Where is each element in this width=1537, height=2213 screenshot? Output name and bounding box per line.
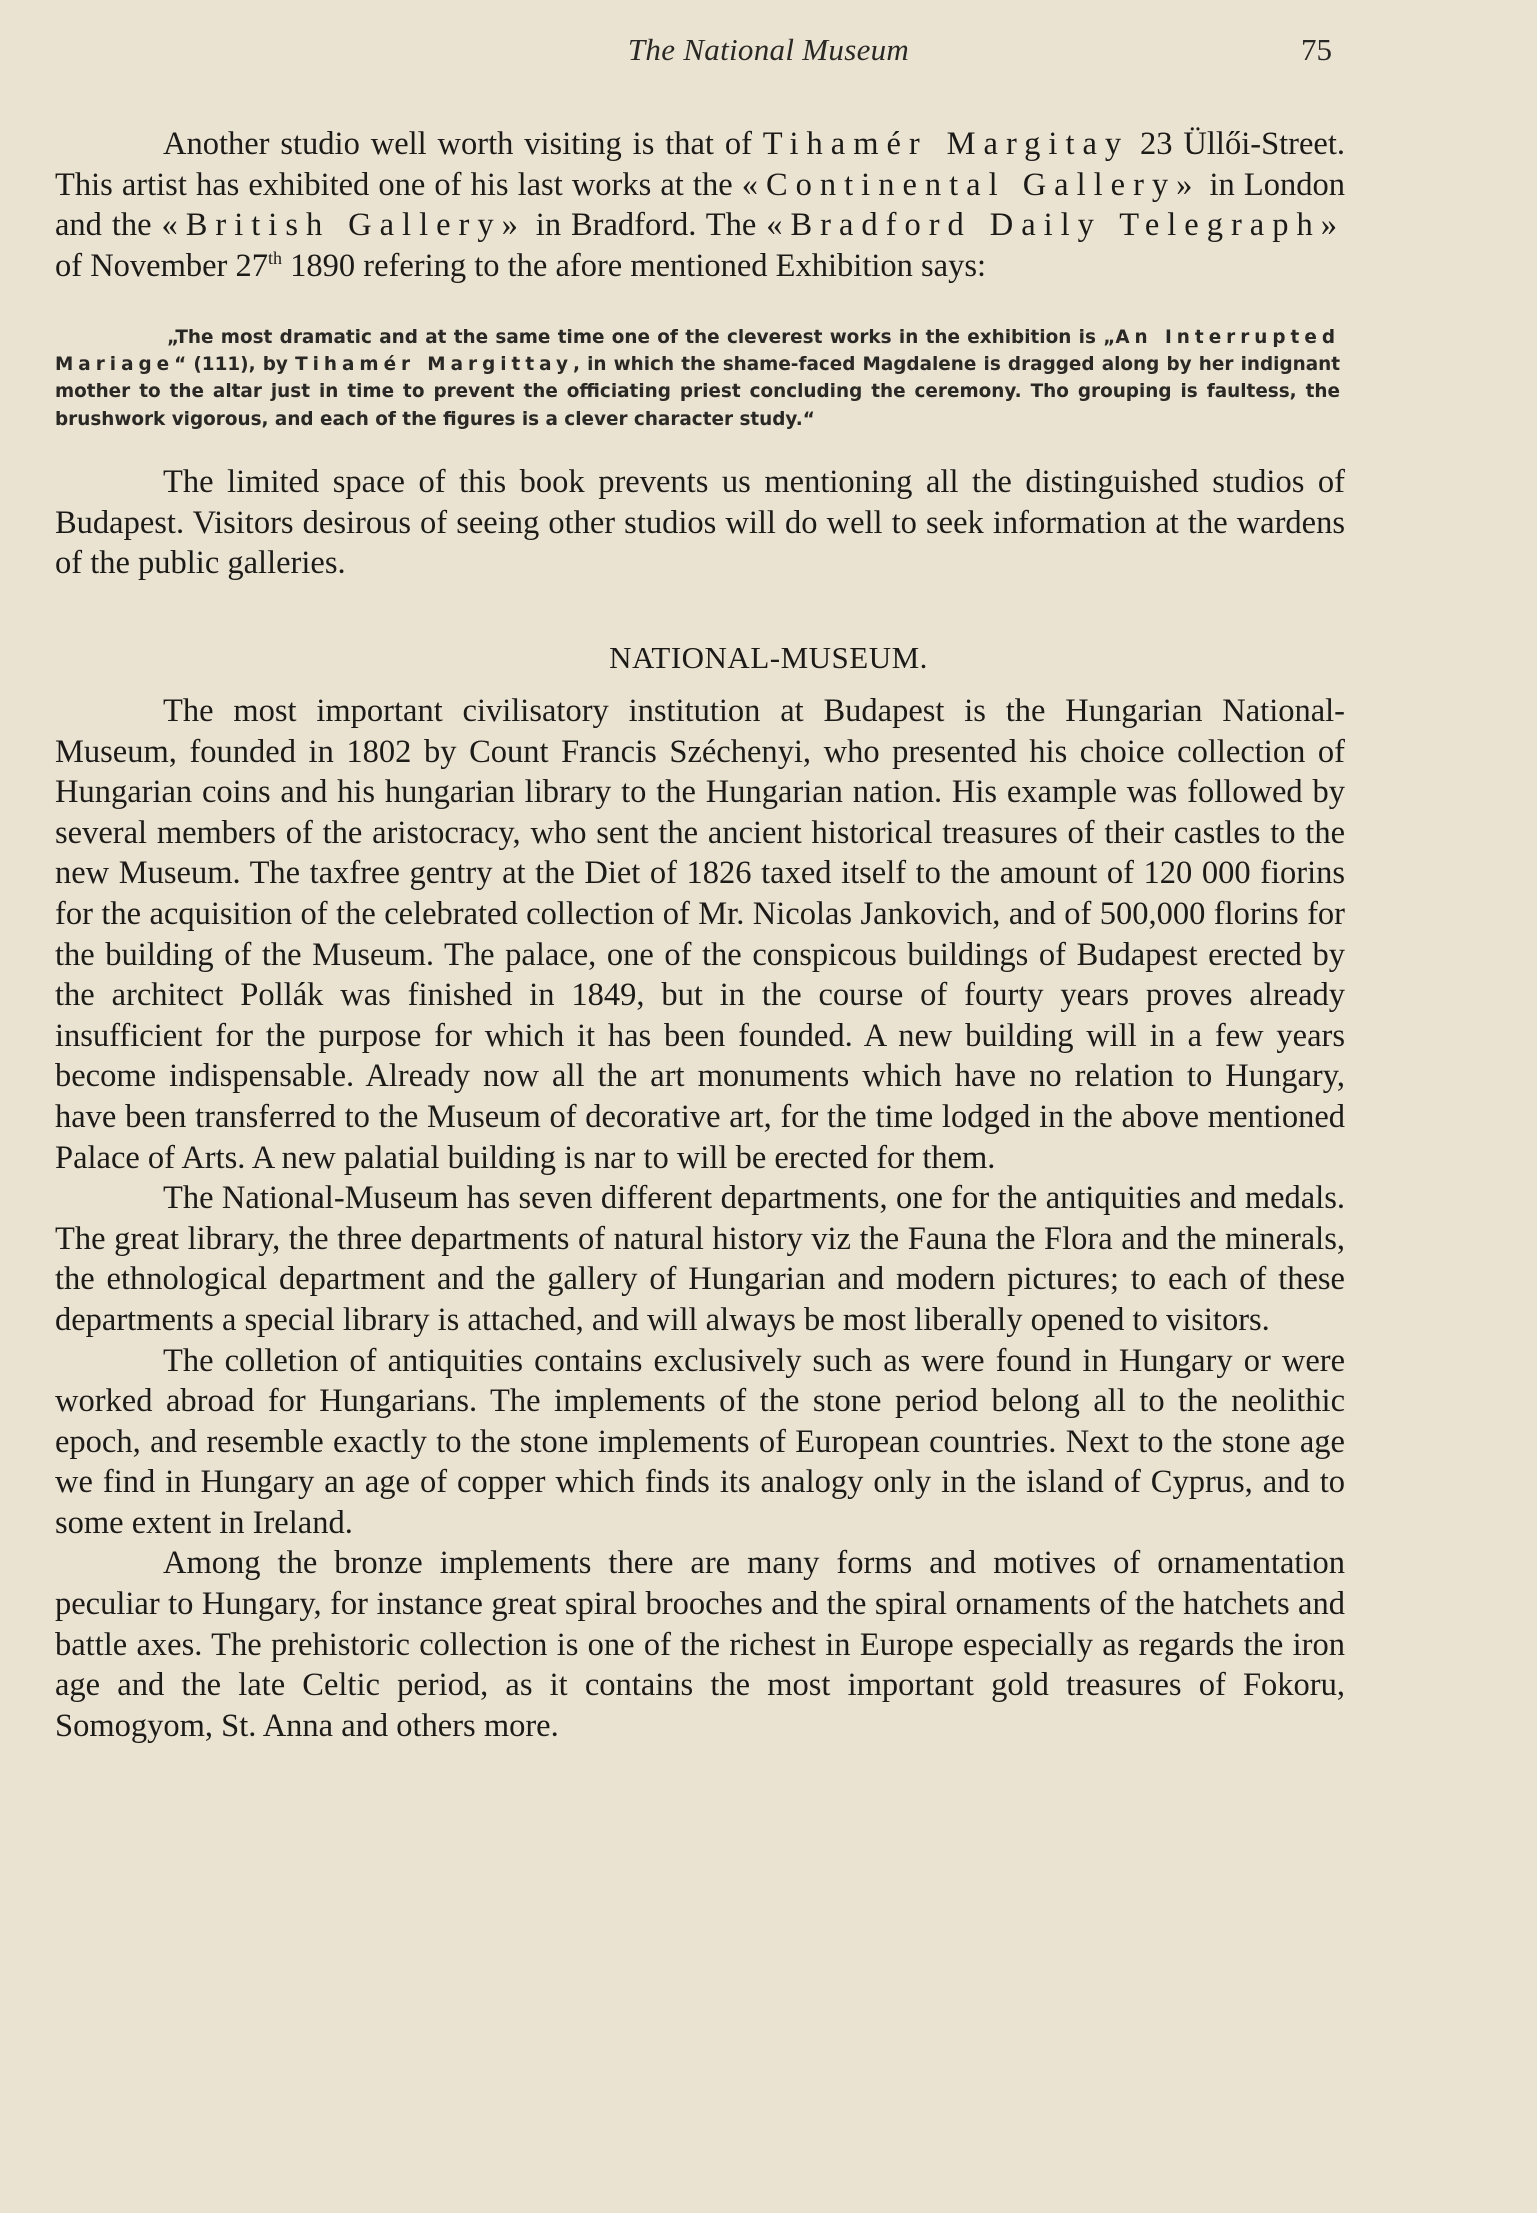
newspaper-quote <box>55 324 1340 433</box>
intro-mid2: in Bradford. The <box>525 207 767 244</box>
quote-title: An Interrupted Mariage <box>55 327 1340 376</box>
newspaper-name: «Bradford Daily Telegraph» <box>766 207 1345 244</box>
intro-mid: in London and the <box>55 166 1345 244</box>
quote-artist: Tihamér Margittay <box>295 354 573 376</box>
intro-paragraph <box>55 124 1345 286</box>
museum-text <box>55 691 1345 1746</box>
page-number: 75 <box>1301 32 1332 67</box>
intro-prefix: Another studio well worth visiting is that of <box>163 126 763 162</box>
continental-gallery: «Continental Gallery» <box>741 166 1201 203</box>
quote-part1: „The most dramatic and at the same time one of the cleverest works in the exhibition is „ <box>167 327 1116 348</box>
date-superscript: th <box>268 247 283 268</box>
intro-date-post: 1890 refering to the afore mentioned Exhibition says: <box>282 247 987 284</box>
museum-paragraph-3: The colletion of antiquities contains exclusively such as were found in Hungary or were worked abroad for Hungarians. The implements of the stone period belong all to the neolithic epoch, and resemble exactly to the stone implements of European countries. Next to the stone age we find in Hungary an age of copper which finds its analogy only in the island of Cyprus, and to some extent in Ireland. <box>55 1342 1345 1541</box>
intro-date-pre: of November 27 <box>55 247 268 284</box>
intro-address: 23 Üllői-Street. This artist has exhibited one of his last works at the <box>55 126 1345 203</box>
limited-space-block <box>55 462 1345 584</box>
limited-space-paragraph: The limited space of this book prevents us mentioning all the distinguished studios of Budapest. Visitors desirous of seeing other studios will do well to seek information at the wardens of the public galleries. <box>55 464 1345 582</box>
british-gallery: «British Gallery» <box>161 207 526 244</box>
quote-part3: , in which the shame-faced Magdalene is dragged along by her indignant mother to the altar just in time to prevent the officiating priest concluding the ceremony. Tho grouping is faultess, the brushwork vigorous, and each of the figures is a clever character study.“ <box>55 354 1340 430</box>
intro-block <box>55 124 1345 286</box>
quote-part2: “ (111), by <box>174 354 296 376</box>
museum-paragraph-2: The National-Museum has seven different departments, one for the antiquities and medals. The great library, the three departments of natural history viz the Fauna the Flora and the minerals, the ethnological department and the gallery of Hungarian and modern pictures; to each of these departments a special library is attached, and will always be most liberally opened to visitors. <box>55 1180 1345 1338</box>
museum-paragraph-4: Among the bronze implements there are many forms and motives of ornamentation peculiar to Hungary, for instance great spiral brooches and the spiral ornaments of the hatchets and battle axes. The prehistoric collection is one of the richest in Europe especially as regards the iron age and the late Celtic period, as it contains the most important gold treasures of Fokoru, Somogyom, St. Anna and others more. <box>55 1545 1345 1744</box>
running-title: The National Museum <box>627 32 910 67</box>
museum-paragraph-1: The most important civilisatory institution at Budapest is the Hungarian National-Museum, founded in 1802 by Count Francis Széchenyi, who presented his choice collection of Hungarian coins and his hungarian library to the Hungarian nation. His example was followed by several members of the aristocracy, who sent the ancient historical treasures of their castles to the new Museum. The taxfree gentry at the Diet of 1826 taxed itself to the amount of 120 000 fiorins for the acquisition of the celebrated collection of Mr. Nicolas Jankovich, and of 500,000 florins for the building of the Museum. The palace, one of the conspicous buildings of Budapest erected by the architect Pollák was finished in 1849, but in the course of fourty years proves already insufficient for the purpose for which it has been founded. A new building will in a few years become indispensable. Already now all the art monuments which have no relation to Hungary, have been transferred to the Museum of decorative art, for the time lodged in the above mentioned Palace of Arts. A new palatial building is nar to will be erected for them. <box>55 693 1345 1176</box>
section-heading: NATIONAL-MUSEUM. <box>609 640 928 675</box>
artist-name: Tihamér Margitay <box>762 126 1130 162</box>
